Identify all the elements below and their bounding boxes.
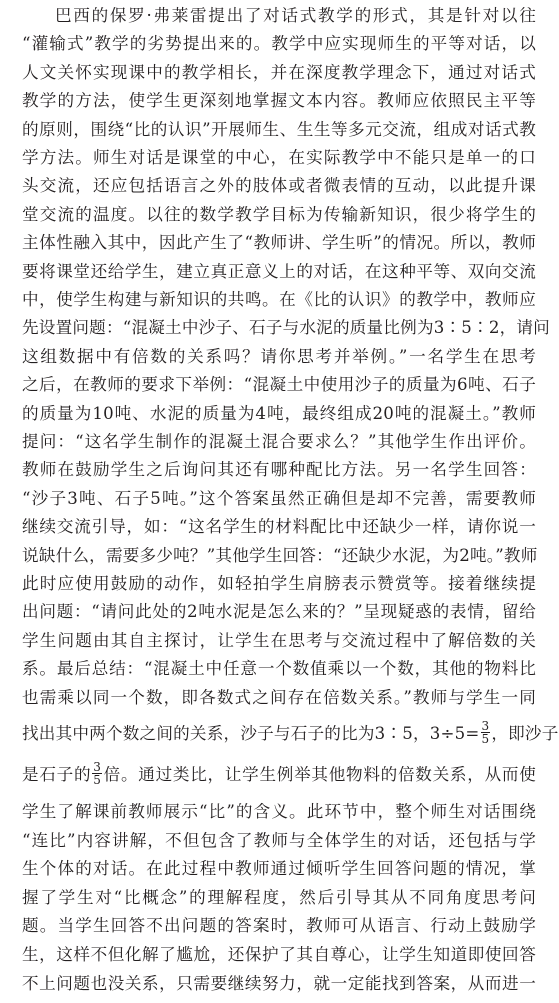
paragraph-line-with-fraction [22,719,559,749]
paragraph-line: 这组数据中有倍数的关系吗？请你思考并举例。”一名学生在思考 [22,346,536,366]
paragraph-line: 要将课堂还给学生，建立真正意义上的对话，在这种平等、双向交流 [22,261,536,281]
fraction-numerator: 3 [481,719,490,733]
paragraph-line: 说缺什么，需要多少吨？”其他学生回答：“还缺少水泥，为2吨。”教师 [22,545,538,565]
fraction [481,720,491,745]
paragraph-line: 学生问题由其自主探讨，让学生在思考与交流过程中了解倍数的关 [22,630,536,650]
paragraph-line: 生，这样不但化解了尴尬，还保护了其自尊心，让学生知道即使回答 [22,945,536,964]
fraction [92,761,102,786]
paragraph-line: 的原则，围绕“比的认识”开展师生、生生等多元交流，组成对话式教 [22,119,536,139]
paragraph-line: 头交流，还应包括语言之外的肢体或者微表情的互动，以此提升课 [22,176,536,196]
paragraph-line: 学生了解课前教师展示“比”的含义。此环节中，整个师生对话围绕 [22,802,536,821]
paragraph-line: 提问：“这名学生制作的混凝土混合要求么？”其他学生作出评价。 [22,432,536,451]
fraction-line-text-before: 是石子的 [22,765,92,784]
fraction-line-text-before: 找出其中两个数之间的关系，沙子与石子的比为3∶5，3÷5= [22,724,480,743]
paragraph-line: 出问题：“请问此处的2吨水泥是怎么来的？”呈现疑惑的表情，留给 [22,602,536,622]
paragraph-line: 继续交流引导，如：“这名学生的材料配比中还缺少一样，请你说一 [22,517,536,537]
fraction-denominator: 5 [481,732,490,746]
paragraph-line: 中，使学生构建与新知识的共鸣。在《比的认识》的教学中，教师应 [22,290,536,309]
paragraph-line: 握了学生对“比概念”的理解程度，然后引导其从不同角度思考问 [22,887,536,907]
paragraph-line: “沙子3吨、石子5吨。”这个答案虽然正确但是却不完善，需要教师 [22,488,536,508]
paragraph-line: 此时应使用鼓励的动作，如轻拍学生肩膀表示赞赏等。接着继续提 [22,574,536,593]
paragraph-line: 堂交流的温度。以往的数学教学目标为传输新知识，很少将学生的 [22,204,536,224]
paragraph-line: 不上问题也没关系，只需要继续努力，就一定能找到答案，从而进一 [22,973,536,993]
paragraph-line: 之后，在教师的要求下举例：“混凝土中使用沙子的质量为6吨、石子 [22,375,536,395]
paragraph-line-with-fraction [22,760,536,790]
paragraph-line: “连比”内容讲解，不但包含了教师与全体学生的对话，还包括与学 [22,830,536,850]
fraction-line-text-after: 倍。通过类比，让学生例举其他物料的倍数关系，从而使 [103,765,536,784]
paragraph-line: 教学的方法，使学生更深刻地掌握文本内容。教师应依照民主平等 [22,91,536,111]
paragraph-line: 主体性融入其中，因此产生了“教师讲、学生听”的情况。所以，教师 [22,233,536,253]
paragraph-line: 的质量为10吨、水泥的质量为4吨，最终组成20吨的混凝土。”教师 [22,403,536,423]
paragraph-line: 系。最后总结：“混凝土中任意一个数值乘以一个数，其他的物料比 [22,659,536,679]
paragraph-line: 先设置问题：“混凝土中沙子、石子与水泥的质量比例为3∶5∶2，请问 [22,318,550,338]
paragraph-line: 学方法。师生对话是课堂的中心，在实际教学中不能只是单一的口 [22,148,536,167]
fraction-line-text-after: ，即沙子 [491,724,559,743]
paragraph-line: 题。当学生回答不出问题的答案时，教师可从语言、行动上鼓励学 [22,916,536,936]
paragraph-line: 人文关怀实现课中的教学相长，并在深度教学理念下，通过对话式 [22,62,536,82]
paragraph-line: 生个体的对话。在此过程中教师通过倾听学生回答问题的情况，掌 [22,859,536,879]
fraction-numerator: 3 [93,760,102,774]
paragraph-line: 也需乘以同一个数，即各数式之间存在倍数关系。”教师与学生一同 [22,687,536,707]
fraction-denominator: 5 [93,773,102,787]
paragraph-line: 教师在鼓励学生之后询问其还有哪种配比方法。另一名学生回答： [22,460,536,480]
paragraph-line: “灌输式”教学的劣势提出来的。教学中应实现师生的平等对话，以 [22,34,536,54]
paragraph-line: 巴西的保罗·弗莱雷提出了对话式教学的形式，其是针对以往 [55,6,536,25]
